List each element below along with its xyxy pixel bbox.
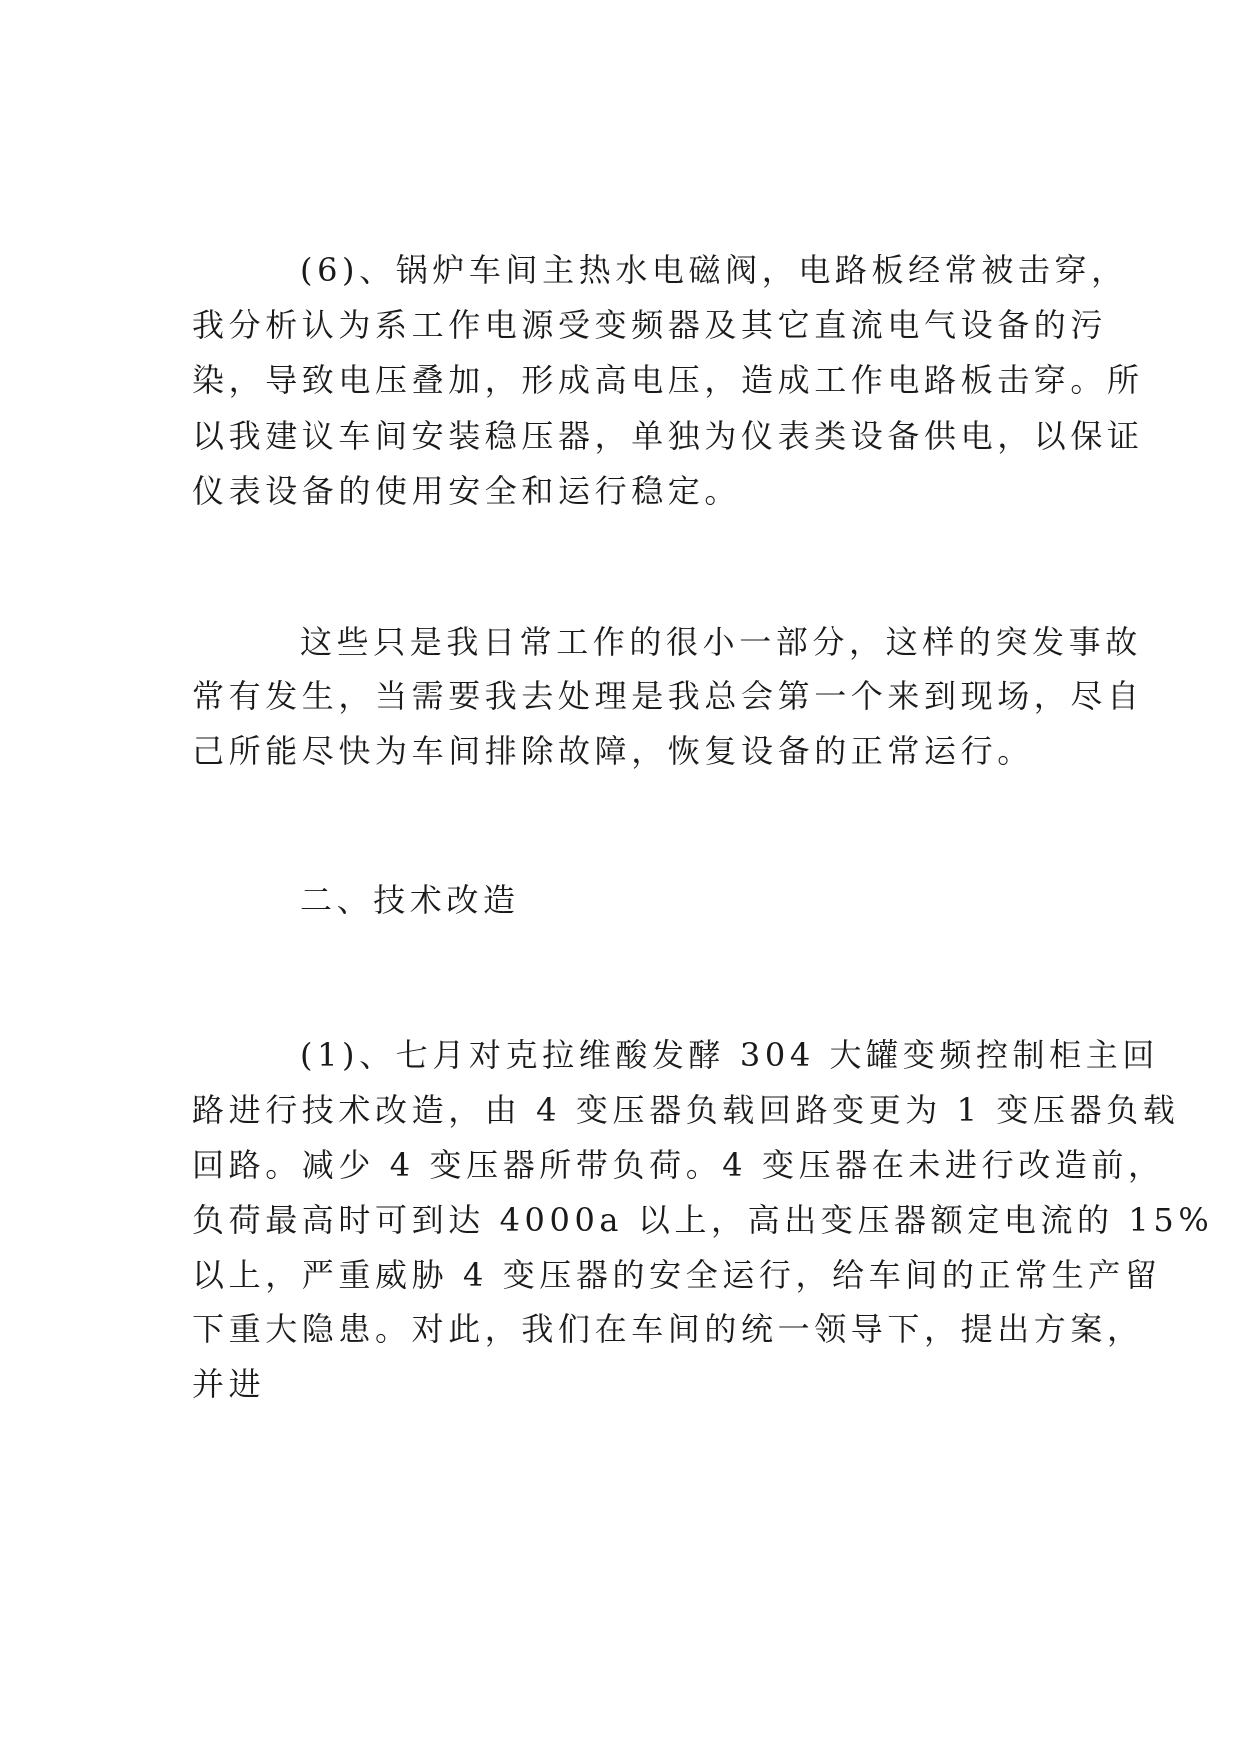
paragraph-line: 以我建议车间安装稳压器，单独为仪表类设备供电，以保证 <box>192 417 1144 455</box>
section-heading: 二、技术改造 <box>300 881 520 919</box>
paragraph-line: 仪表设备的使用安全和运行稳定。 <box>192 472 742 510</box>
paragraph-line: 负荷最高时可到达 4000a 以上，高出变压器额定电流的 15% <box>192 1201 1214 1239</box>
paragraph-line: 染，导致电压叠加，形成高电压，造成工作电路板击穿。所 <box>192 361 1144 399</box>
paragraph-line: 回路。减少 4 变压器所带负荷。4 变压器在未进行改造前， <box>192 1146 1165 1184</box>
paragraph-line: (6)、锅炉车间主热水电磁阀，电路板经常被击穿， <box>300 251 1128 289</box>
paragraph-line: 常有发生，当需要我去处理是我总会第一个来到现场，尽自 <box>192 677 1144 715</box>
paragraph-line: (1)、七月对克拉维酸发酵 304 大罐变频控制柜主回 <box>300 1036 1159 1074</box>
paragraph-line: 己所能尽快为车间排除故障，恢复设备的正常运行。 <box>192 732 1034 770</box>
paragraph-line: 下重大隐患。对此，我们在车间的统一领导下，提出方案， <box>192 1310 1144 1348</box>
paragraph-line: 并进 <box>192 1365 266 1403</box>
paragraph-line: 我分析认为系工作电源受变频器及其它直流电气设备的污 <box>192 306 1108 344</box>
paragraph-line: 路进行技术改造，由 4 变压器负载回路变更为 1 变压器负载 <box>192 1091 1180 1129</box>
paragraph-line: 这些只是我日常工作的很小一部分，这样的突发事故 <box>300 623 1142 661</box>
paragraph-line: 以上，严重威胁 4 变压器的安全运行，给车间的正常生产留 <box>192 1256 1162 1294</box>
